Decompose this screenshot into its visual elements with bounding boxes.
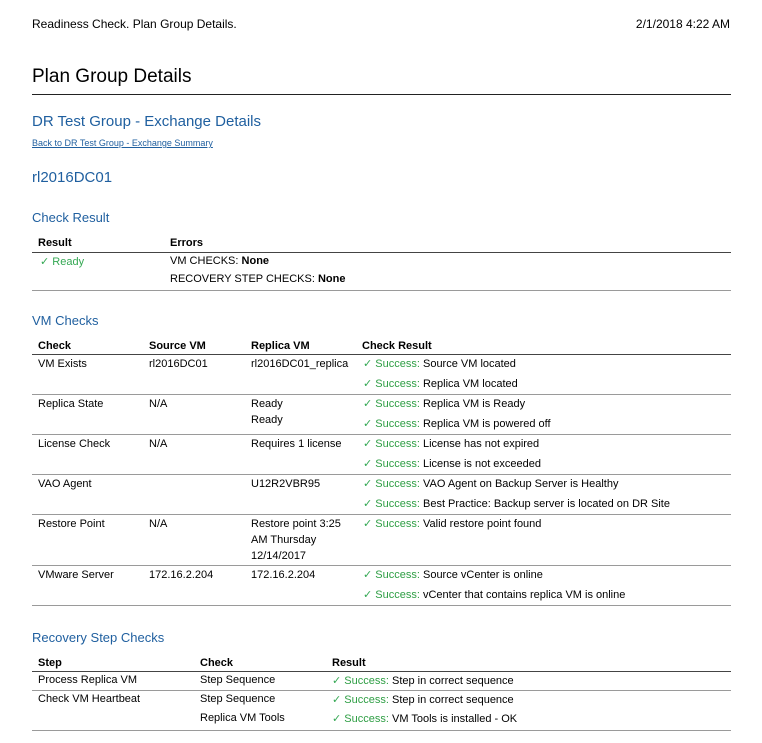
replica-vm: Restore point 3:25 xyxy=(251,518,341,530)
row-divider xyxy=(32,434,731,435)
checkmark-icon: ✓ xyxy=(363,478,373,490)
result-text: Step in correct sequence xyxy=(391,694,514,706)
source-vm: rl2016DC01 xyxy=(149,358,208,370)
result-text: License has not expired xyxy=(422,438,540,450)
col-header-step: Step xyxy=(38,657,62,669)
group-heading: DR Test Group - Exchange Details xyxy=(32,113,261,130)
checkmark-icon: ✓ xyxy=(363,518,373,530)
title-divider xyxy=(32,94,731,95)
back-to-summary-link[interactable]: Back to DR Test Group - Exchange Summary xyxy=(32,138,213,148)
result-status: Success: xyxy=(344,694,389,706)
checkmark-icon: ✓ xyxy=(363,589,373,601)
replica-vm: Ready xyxy=(251,398,283,410)
source-vm: N/A xyxy=(149,518,168,530)
vm-checks-table xyxy=(32,339,731,609)
vm-heading: rl2016DC01 xyxy=(32,169,113,186)
check-result-line xyxy=(332,674,514,687)
checkmark-icon: ✓ xyxy=(363,569,373,581)
result-status: Success: xyxy=(375,589,420,601)
row-divider xyxy=(32,690,731,691)
report-header-title: Readiness Check. Plan Group Details. xyxy=(32,17,237,31)
checkmark-icon: ✓ xyxy=(363,378,373,390)
table-bottom-rule xyxy=(32,730,731,731)
check-result-line xyxy=(363,497,670,510)
result-text: Step in correct sequence xyxy=(391,675,514,687)
checkmark-icon: ✓ xyxy=(40,256,50,268)
result-cell xyxy=(40,255,84,268)
result-text: Replica VM located xyxy=(422,378,518,390)
check-result-line xyxy=(363,397,525,410)
check-result-line xyxy=(363,417,551,430)
vm-checks-heading: VM Checks xyxy=(32,313,99,328)
recovery-step-checks-table xyxy=(32,656,731,736)
replica-vm: 172.16.2.204 xyxy=(251,569,316,581)
result-text: VM Tools is installed - OK xyxy=(391,713,518,725)
source-vm: N/A xyxy=(149,398,168,410)
row-divider xyxy=(32,605,731,606)
result-status: Success: xyxy=(375,458,420,470)
result-status: Ready xyxy=(52,256,85,268)
check-name: VMware Server xyxy=(38,569,114,581)
result-status: Success: xyxy=(344,713,389,725)
replica-vm: U12R2VBR95 xyxy=(251,478,321,490)
row-divider xyxy=(32,474,731,475)
result-text: Best Practice: Backup server is located on DR Site xyxy=(422,498,670,510)
checkmark-icon: ✓ xyxy=(363,398,373,410)
result-text: Valid restore point found xyxy=(422,518,542,530)
check-result-line xyxy=(363,568,543,581)
check-result-line xyxy=(332,693,514,706)
result-status: Success: xyxy=(375,438,420,450)
check-result-table xyxy=(32,236,731,294)
result-text: vCenter that contains replica VM is online xyxy=(422,589,626,601)
check-result-line xyxy=(332,712,517,725)
step-check: Step Sequence xyxy=(200,693,276,705)
source-vm: 172.16.2.204 xyxy=(149,569,214,581)
check-result-line xyxy=(363,377,518,390)
col-header-check: Check xyxy=(200,657,234,669)
check-name: Replica State xyxy=(38,398,104,410)
check-result-line xyxy=(363,437,539,450)
check-result-line xyxy=(363,517,541,530)
replica-vm: Requires 1 license xyxy=(251,438,342,450)
result-status: Success: xyxy=(375,398,420,410)
check-name: VAO Agent xyxy=(38,478,92,490)
error-label: RECOVERY STEP CHECKS: xyxy=(170,273,315,285)
check-result-heading: Check Result xyxy=(32,210,110,225)
checkmark-icon: ✓ xyxy=(363,498,373,510)
header-divider xyxy=(32,671,731,672)
error-line xyxy=(170,255,269,267)
recovery-step-checks-heading: Recovery Step Checks xyxy=(32,630,165,645)
result-status: Success: xyxy=(375,478,420,490)
error-value: None xyxy=(317,273,346,285)
checkmark-icon: ✓ xyxy=(332,694,342,706)
checkmark-icon: ✓ xyxy=(363,358,373,370)
result-status: Success: xyxy=(375,358,420,370)
source-vm: N/A xyxy=(149,438,168,450)
row-divider xyxy=(32,394,731,395)
col-header-result: Result xyxy=(38,237,72,249)
result-text: Replica VM is powered off xyxy=(422,418,551,430)
result-text: Replica VM is Ready xyxy=(422,398,526,410)
col-header-source-vm: Source VM xyxy=(149,340,206,352)
check-result-line xyxy=(363,457,541,470)
result-status: Success: xyxy=(375,498,420,510)
col-header-result: Result xyxy=(332,657,366,669)
col-header-check: Check xyxy=(38,340,72,352)
result-status: Success: xyxy=(375,518,420,530)
result-status: Success: xyxy=(344,675,389,687)
error-line xyxy=(170,273,345,285)
col-header-check-result: Check Result xyxy=(362,340,432,352)
row-divider xyxy=(32,565,731,566)
result-status: Success: xyxy=(375,378,420,390)
error-label: VM CHECKS: xyxy=(170,255,239,267)
table-bottom-rule xyxy=(32,290,731,291)
result-text: Source vCenter is online xyxy=(422,569,543,581)
page-title: Plan Group Details xyxy=(32,66,192,87)
replica-vm: AM Thursday xyxy=(251,534,317,546)
col-header-replica-vm: Replica VM xyxy=(251,340,310,352)
header-divider xyxy=(32,252,731,253)
header-divider xyxy=(32,354,731,355)
result-text: License is not exceeded xyxy=(422,458,542,470)
replica-vm: rl2016DC01_replica xyxy=(251,358,349,370)
checkmark-icon: ✓ xyxy=(363,438,373,450)
col-header-errors: Errors xyxy=(170,237,204,249)
row-divider xyxy=(32,514,731,515)
step-check: Step Sequence xyxy=(200,674,276,686)
replica-vm: Ready xyxy=(251,414,283,426)
check-result-line xyxy=(363,357,516,370)
error-value: None xyxy=(241,255,270,267)
check-result-line xyxy=(363,477,618,490)
step-check: Replica VM Tools xyxy=(200,712,285,724)
result-text: Source VM located xyxy=(422,358,516,370)
checkmark-icon: ✓ xyxy=(363,458,373,470)
check-name: License Check xyxy=(38,438,111,450)
replica-vm: 12/14/2017 xyxy=(251,550,307,562)
report-timestamp: 2/1/2018 4:22 AM xyxy=(635,17,730,31)
check-result-line xyxy=(363,588,625,601)
result-text: VAO Agent on Backup Server is Healthy xyxy=(422,478,619,490)
check-name: Restore Point xyxy=(38,518,105,530)
checkmark-icon: ✓ xyxy=(332,713,342,725)
check-name: VM Exists xyxy=(38,358,87,370)
checkmark-icon: ✓ xyxy=(363,418,373,430)
step-name: Process Replica VM xyxy=(38,674,138,686)
checkmark-icon: ✓ xyxy=(332,675,342,687)
result-status: Success: xyxy=(375,418,420,430)
step-name: Check VM Heartbeat xyxy=(38,693,141,705)
result-status: Success: xyxy=(375,569,420,581)
